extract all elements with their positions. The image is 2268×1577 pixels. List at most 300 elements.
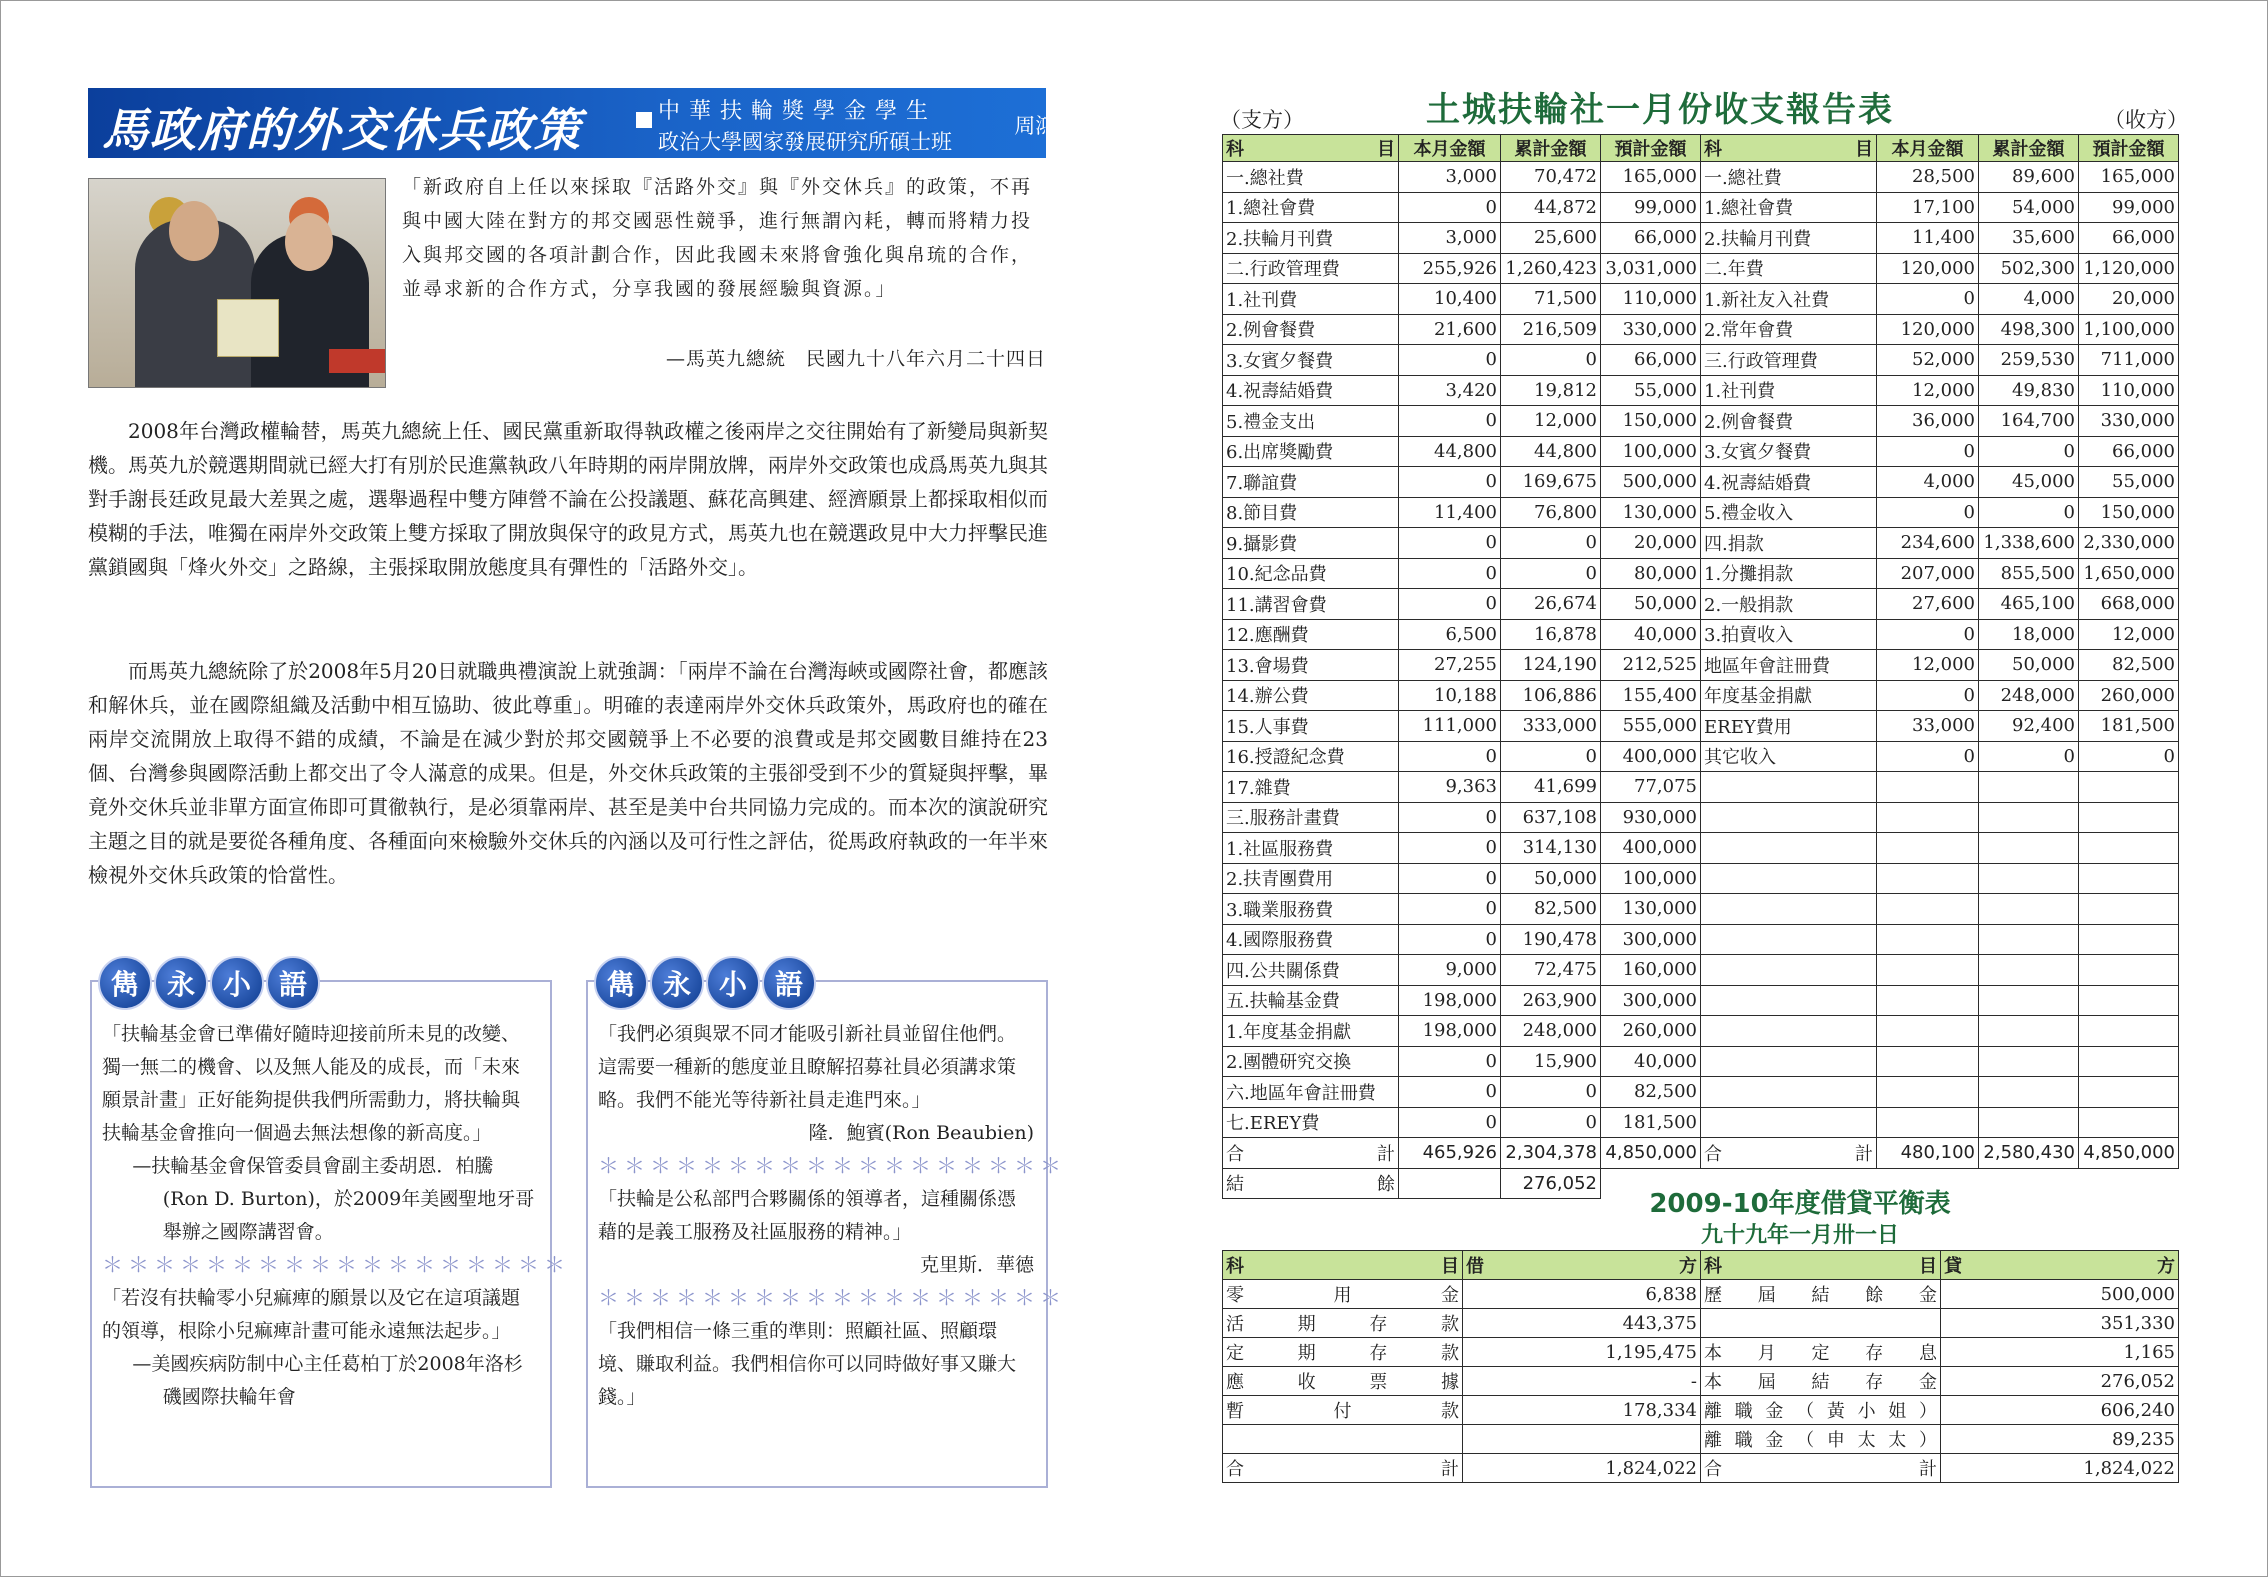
income-amount: 502,300 xyxy=(1979,253,2079,284)
income-amount: 35,600 xyxy=(1979,223,2079,254)
table-row xyxy=(1223,1425,2179,1454)
income-amount: 110,000 xyxy=(2079,375,2179,406)
credit-account: 離職金（申太太） xyxy=(1701,1425,1941,1454)
expense-amount: 263,900 xyxy=(1501,985,1601,1016)
expense-amount: 77,075 xyxy=(1601,772,1701,803)
income-amount: 4,000 xyxy=(1877,467,1979,498)
credit-account: 本月定存息 xyxy=(1701,1338,1941,1367)
balance-value: 276,052 xyxy=(1501,1168,1601,1199)
expense-item: 2.扶青團費用 xyxy=(1223,863,1399,894)
empty-cell xyxy=(1877,833,1979,864)
income-amount: 234,600 xyxy=(1877,528,1979,559)
expense-item: 一.總社費 xyxy=(1223,162,1399,193)
expense-item: 10.紀念品費 xyxy=(1223,558,1399,589)
expense-amount: 82,500 xyxy=(1501,894,1601,925)
empty-cell xyxy=(1877,1107,1979,1138)
empty-cell xyxy=(1979,802,2079,833)
income-item: 4.祝壽結婚費 xyxy=(1701,467,1877,498)
income-amount: 12,000 xyxy=(1877,375,1979,406)
star-divider: ＊＊＊＊＊＊＊＊＊＊＊＊＊＊＊＊＊＊ xyxy=(598,1286,1066,1310)
income-amount: 66,000 xyxy=(2079,436,2179,467)
expense-item: 13.會場費 xyxy=(1223,650,1399,681)
debit-amount xyxy=(1463,1425,1701,1454)
expense-amount: 0 xyxy=(1399,558,1501,589)
total-label: 合 計 xyxy=(1223,1454,1463,1483)
expense-amount: 165,000 xyxy=(1601,162,1701,193)
expense-amount: 637,108 xyxy=(1501,802,1601,833)
empty-cell xyxy=(1979,1107,2079,1138)
expense-amount: 40,000 xyxy=(1601,1046,1701,1077)
empty-cell xyxy=(1877,894,1979,925)
table-row xyxy=(1223,833,2179,864)
article-photo xyxy=(88,178,386,388)
expense-amount: 55,000 xyxy=(1601,375,1701,406)
table-row xyxy=(1223,253,2179,284)
empty-cell xyxy=(1877,985,1979,1016)
debit-total: 1,824,022 xyxy=(1463,1454,1701,1483)
expense-amount: 0 xyxy=(1399,406,1501,437)
empty-cell xyxy=(2079,924,2179,955)
empty-cell xyxy=(2079,1077,2179,1108)
total-label: 合 計 xyxy=(1701,1138,1877,1169)
income-item: 二.年費 xyxy=(1701,253,1877,284)
income-amount: 181,500 xyxy=(2079,711,2179,742)
table-row xyxy=(1223,1107,2179,1138)
credit-total: 1,824,022 xyxy=(1941,1454,2179,1483)
table-row xyxy=(1223,284,2179,315)
empty-cell xyxy=(1877,863,1979,894)
table-header-row: 科 目 借 方 科 目 貸 方 xyxy=(1223,1251,2179,1280)
table-row xyxy=(1223,345,2179,376)
empty-cell xyxy=(2079,863,2179,894)
expense-amount: 0 xyxy=(1399,1107,1501,1138)
expense-amount: 100,000 xyxy=(1601,436,1701,467)
credit-account: 歷屆結餘金 xyxy=(1701,1280,1941,1309)
income-item: 1.社刊費 xyxy=(1701,375,1877,406)
empty-cell xyxy=(1979,1046,2079,1077)
expense-item: 7.聯誼費 xyxy=(1223,467,1399,498)
income-amount: 1,120,000 xyxy=(2079,253,2179,284)
box2-quote-3: 「我們相信一條三重的準則：照顧社區、照顧環境、賺取利益。我們相信你可以同時做好事又賺大錢。」 xyxy=(598,1320,1017,1408)
article-title: 馬政府的外交休兵政策 xyxy=(102,103,582,157)
table-row xyxy=(1223,985,2179,1016)
expense-amount: 76,800 xyxy=(1501,497,1601,528)
income-amount: 12,000 xyxy=(2079,619,2179,650)
empty-cell xyxy=(1979,985,2079,1016)
empty-cell xyxy=(1979,863,2079,894)
table-row xyxy=(1223,497,2179,528)
empty-cell xyxy=(2079,1016,2179,1047)
expense-side-label: （支方） xyxy=(1220,108,1304,132)
debit-account: 暫付款 xyxy=(1223,1396,1463,1425)
credit-account: 本屆結存金 xyxy=(1701,1367,1941,1396)
table-row xyxy=(1223,162,2179,193)
income-amount: 36,000 xyxy=(1877,406,1979,437)
income-item: 四.捐款 xyxy=(1701,528,1877,559)
table-row xyxy=(1223,223,2179,254)
income-amount: 465,100 xyxy=(1979,589,2079,620)
expense-item: 6.出席獎勵費 xyxy=(1223,436,1399,467)
expense-amount: 11,400 xyxy=(1399,497,1501,528)
income-item: 1.新社友入社費 xyxy=(1701,284,1877,315)
expense-amount: 0 xyxy=(1399,741,1501,772)
box2-attribution-1: 隆．鮑賓(Ron Beaubien) xyxy=(808,1122,1034,1144)
author-name: 周鴻昌 同學 xyxy=(1014,114,1126,138)
table-header-row: 科 目 本月金額 累計金額 預計金額 科 目 本月金額 累計金額 預計金額 xyxy=(1223,135,2179,162)
income-amount: 0 xyxy=(1877,436,1979,467)
expense-amount: 26,674 xyxy=(1501,589,1601,620)
expense-amount: 333,000 xyxy=(1501,711,1601,742)
expense-amount: 930,000 xyxy=(1601,802,1701,833)
expense-amount: 99,000 xyxy=(1601,192,1701,223)
income-amount: 52,000 xyxy=(1877,345,1979,376)
empty-cell xyxy=(1877,1077,1979,1108)
expense-amount: 41,699 xyxy=(1501,772,1601,803)
expense-item: 1.社刊費 xyxy=(1223,284,1399,315)
income-amount: 45,000 xyxy=(1979,467,2079,498)
total-label: 合 計 xyxy=(1701,1454,1941,1483)
empty-cell xyxy=(1701,1046,1877,1077)
income-amount: 20,000 xyxy=(2079,284,2179,315)
expense-amount: 314,130 xyxy=(1501,833,1601,864)
empty-cell xyxy=(1701,894,1877,925)
expense-amount: 1,260,423 xyxy=(1501,253,1601,284)
expense-amount: 0 xyxy=(1501,528,1601,559)
expense-amount: 555,000 xyxy=(1601,711,1701,742)
box1-quote-1: 「扶輪基金會已準備好隨時迎接前所未見的改變、獨一無二的機會、以及無人能及的成長，而「未來願景計畫」正好能夠提供我們所需動力，將扶輪與扶輪基金會推向一個過去無法想像的新高度。」 xyxy=(102,1023,521,1144)
expense-item: 三.服務計畫費 xyxy=(1223,802,1399,833)
table-row xyxy=(1223,314,2179,345)
income-item: 2.常年會費 xyxy=(1701,314,1877,345)
expense-amount: 3,000 xyxy=(1399,162,1501,193)
empty-cell xyxy=(2079,985,2179,1016)
box1-attribution-2: —美國疾病防制中心主任葛柏丁於2008年洛杉磯國際扶輪年會 xyxy=(132,1353,523,1408)
income-expense-table xyxy=(1222,134,2179,1199)
expense-amount: 400,000 xyxy=(1601,741,1701,772)
income-amount: 259,530 xyxy=(1979,345,2079,376)
expense-amount: 44,800 xyxy=(1501,436,1601,467)
expense-amount: 198,000 xyxy=(1399,985,1501,1016)
table-row xyxy=(1223,1309,2179,1338)
table-row xyxy=(1223,1280,2179,1309)
income-total: 4,850,000 xyxy=(2079,1138,2179,1169)
expense-amount: 20,000 xyxy=(1601,528,1701,559)
empty-cell xyxy=(1979,894,2079,925)
income-amount: 0 xyxy=(1979,436,2079,467)
income-amount: 1,338,600 xyxy=(1979,528,2079,559)
debit-amount: 443,375 xyxy=(1463,1309,1701,1338)
expense-amount: 198,000 xyxy=(1399,1016,1501,1047)
balance-sheet-table xyxy=(1222,1250,2179,1483)
income-item: 年度基金捐獻 xyxy=(1701,680,1877,711)
expense-amount: 25,600 xyxy=(1501,223,1601,254)
empty-cell xyxy=(1701,924,1877,955)
box2-quote-1: 「我們必須與眾不同才能吸引新社員並留住他們。這需要一種新的態度並且瞭解招募社員必須講求策略。我們不能光等待新社員走進門來。」 xyxy=(598,1023,1017,1111)
expense-amount: 40,000 xyxy=(1601,619,1701,650)
expense-amount: 15,900 xyxy=(1501,1046,1601,1077)
income-amount: 0 xyxy=(1877,619,1979,650)
expense-amount: 300,000 xyxy=(1601,924,1701,955)
expense-amount: 19,812 xyxy=(1501,375,1601,406)
expense-amount: 100,000 xyxy=(1601,863,1701,894)
income-amount: 0 xyxy=(1877,284,1979,315)
income-amount: 0 xyxy=(1877,680,1979,711)
table-row xyxy=(1223,558,2179,589)
debit-account: 應收票據 xyxy=(1223,1367,1463,1396)
income-amount: 330,000 xyxy=(2079,406,2179,437)
income-item: 2.例會餐費 xyxy=(1701,406,1877,437)
income-item: 5.禮金收入 xyxy=(1701,497,1877,528)
balance-sheet-date: 九十九年一月卅一日 xyxy=(1700,1223,1900,1248)
total-label: 合 計 xyxy=(1223,1138,1399,1169)
president-quote: 「新政府自上任以來採取『活路外交』與『外交休兵』的政策，不再與中國大陸在對方的邦交國惡性競爭，進行無謂內耗，轉而將精力投入與邦交國的各項計劃合作，因此我國未來將會強化與帛琉的合作，並尋求新的合作方式，分享我國的發展經驗與資源。」 xyxy=(402,176,1033,300)
income-amount: 54,000 xyxy=(1979,192,2079,223)
empty-cell xyxy=(1701,1077,1877,1108)
income-item: 一.總社費 xyxy=(1701,162,1877,193)
expense-amount: 0 xyxy=(1501,1077,1601,1108)
star-divider: ＊＊＊＊＊＊＊＊＊＊＊＊＊＊＊＊＊＊ xyxy=(598,1154,1066,1178)
article-title-bar xyxy=(88,88,1126,158)
expense-amount: 66,000 xyxy=(1601,345,1701,376)
credit-account: 離職金（黃小姐） xyxy=(1701,1396,1941,1425)
credit-account xyxy=(1701,1309,1941,1338)
empty-cell xyxy=(2079,1107,2179,1138)
expense-item: 2.團體研究交換 xyxy=(1223,1046,1399,1077)
star-divider: ＊＊＊＊＊＊＊＊＊＊＊＊＊＊＊＊＊＊ xyxy=(102,1253,570,1277)
expense-amount: 169,675 xyxy=(1501,467,1601,498)
table-row xyxy=(1223,192,2179,223)
credit-amount: 1,165 xyxy=(1941,1338,2179,1367)
expense-item: 16.授證紀念費 xyxy=(1223,741,1399,772)
table-row xyxy=(1223,863,2179,894)
expense-amount: 50,000 xyxy=(1601,589,1701,620)
table-row xyxy=(1223,375,2179,406)
table-row xyxy=(1223,741,2179,772)
expense-item: 3.女賓夕餐費 xyxy=(1223,345,1399,376)
income-amount: 711,000 xyxy=(2079,345,2179,376)
expense-amount: 0 xyxy=(1399,467,1501,498)
income-amount: 12,000 xyxy=(1877,650,1979,681)
income-item: 1.分攤捐款 xyxy=(1701,558,1877,589)
income-amount: 27,600 xyxy=(1877,589,1979,620)
article-paragraph-2: 而馬英九總統除了於2008年5月20日就職典禮演說上就強調：「兩岸不論在台灣海峽或國際社會，都應該和解休兵，並在國際組織及活動中相互協助、彼此尊重」。明確的表達兩岸外交休兵政策外，馬政府也的確在兩岸交流開放上取得不錯的成績，不論是在減少對於邦交國競爭上不必要的浪費或是邦交國數目維持在23個、台灣參與國際活動上都交出了令人滿意的成果。但是，外交休兵政策的主張卻受到不少的質疑與抨擊，畢竟外交休兵並非單方面宣佈即可貫徹執行，是必須靠兩岸、甚至是美中台共同協力完成的。而本次的演說研究主題之目的就是要從各種角度、各種面向來檢驗外交休兵的內涵以及可行性之評估，從馬政府執政的一年半來檢視外交休兵政策的恰當性。 xyxy=(88,659,1048,887)
expense-amount: 10,188 xyxy=(1399,680,1501,711)
expense-total: 465,926 xyxy=(1399,1138,1501,1169)
table-row xyxy=(1223,650,2179,681)
expense-amount: 0 xyxy=(1399,589,1501,620)
total-row xyxy=(1223,1454,2179,1483)
table-row xyxy=(1223,894,2179,925)
box2-quote-2: 「扶輪是公私部門合夥關係的領導者，這種關係憑藉的是義工服務及社區服務的精神。」 xyxy=(598,1188,1017,1243)
expense-amount: 44,872 xyxy=(1501,192,1601,223)
expense-item: 1.年度基金捐獻 xyxy=(1223,1016,1399,1047)
income-amount: 28,500 xyxy=(1877,162,1979,193)
income-amount: 1,650,000 xyxy=(2079,558,2179,589)
expense-item: 3.職業服務費 xyxy=(1223,894,1399,925)
expense-item: 17.雜費 xyxy=(1223,772,1399,803)
income-amount: 150,000 xyxy=(2079,497,2179,528)
income-amount: 55,000 xyxy=(2079,467,2179,498)
income-amount: 164,700 xyxy=(1979,406,2079,437)
expense-item: 二.行政管理費 xyxy=(1223,253,1399,284)
expense-item: 8.節目費 xyxy=(1223,497,1399,528)
empty-cell xyxy=(1877,1046,1979,1077)
empty-cell xyxy=(1979,955,2079,986)
table-row xyxy=(1223,924,2179,955)
expense-amount: 255,926 xyxy=(1399,253,1501,284)
empty-cell xyxy=(2079,955,2179,986)
debit-amount: 6,838 xyxy=(1463,1280,1701,1309)
box2-attribution-2: 克里斯．華德 xyxy=(919,1254,1034,1276)
balance-label: 結 餘 xyxy=(1223,1168,1399,1199)
empty-cell xyxy=(1701,772,1877,803)
expense-amount: 0 xyxy=(1399,833,1501,864)
expense-amount: 106,886 xyxy=(1501,680,1601,711)
debit-account: 定期存款 xyxy=(1223,1338,1463,1367)
empty-cell xyxy=(1877,802,1979,833)
income-amount: 33,000 xyxy=(1877,711,1979,742)
income-amount: 260,000 xyxy=(2079,680,2179,711)
expense-total: 4,850,000 xyxy=(1601,1138,1701,1169)
expense-item: 1.總社會費 xyxy=(1223,192,1399,223)
table-row xyxy=(1223,467,2179,498)
empty-cell xyxy=(1979,772,2079,803)
income-amount: 0 xyxy=(1979,497,2079,528)
income-amount: 17,100 xyxy=(1877,192,1979,223)
debit-amount: 178,334 xyxy=(1463,1396,1701,1425)
income-amount: 11,400 xyxy=(1877,223,1979,254)
quote-box-1 xyxy=(90,968,570,1488)
expense-amount: 212,525 xyxy=(1601,650,1701,681)
empty-cell xyxy=(2079,802,2179,833)
expense-amount: 50,000 xyxy=(1501,863,1601,894)
table-row xyxy=(1223,589,2179,620)
expense-amount: 3,420 xyxy=(1399,375,1501,406)
income-item: 3.拍賣收入 xyxy=(1701,619,1877,650)
article-paragraph-1: 2008年台灣政權輪替，馬英九總統上任、國民黨重新取得執政權之後兩岸之交往開始有了新變局與新契機。馬英九於競選期間就已經大打有別於民進黨執政八年時期的兩岸開放牌，兩岸外交政策也成爲馬英九與其對手謝長廷政見最大差異之處，選舉過程中雙方陣營不論在公投議題、蘇花高興建、經濟願景上都採取相似而模糊的手法，唯獨在兩岸外交政策上雙方採取了開放與保守的政見方式，馬英九也在競選政見中大力抨擊民進黨鎖國與「烽火外交」之路線，主張採取開放態度具有彈性的「活路外交」。 xyxy=(88,419,1048,579)
expense-amount: 0 xyxy=(1399,863,1501,894)
empty-cell xyxy=(1701,985,1877,1016)
total-row xyxy=(1223,1138,2179,1169)
expense-amount: 130,000 xyxy=(1601,894,1701,925)
debit-amount: 1,195,475 xyxy=(1463,1338,1701,1367)
empty-cell xyxy=(2079,1046,2179,1077)
expense-amount: 66,000 xyxy=(1601,223,1701,254)
expense-amount: 0 xyxy=(1501,558,1601,589)
income-item: 1.總社會費 xyxy=(1701,192,1877,223)
table-row xyxy=(1223,619,2179,650)
expense-amount: 500,000 xyxy=(1601,467,1701,498)
income-amount: 0 xyxy=(1979,741,2079,772)
empty-cell xyxy=(1701,833,1877,864)
expense-amount: 0 xyxy=(1399,192,1501,223)
expense-total: 2,304,378 xyxy=(1501,1138,1601,1169)
income-amount: 18,000 xyxy=(1979,619,2079,650)
income-item: 三.行政管理費 xyxy=(1701,345,1877,376)
income-amount: 49,830 xyxy=(1979,375,2079,406)
empty-cell xyxy=(1701,802,1877,833)
expense-amount: 72,475 xyxy=(1501,955,1601,986)
income-amount: 248,000 xyxy=(1979,680,2079,711)
empty-cell xyxy=(1701,863,1877,894)
income-amount: 0 xyxy=(1877,741,1979,772)
expense-amount: 0 xyxy=(1399,802,1501,833)
expense-amount: 80,000 xyxy=(1601,558,1701,589)
expense-amount: 248,000 xyxy=(1501,1016,1601,1047)
report-title: 土城扶輪社一月份收支報告表 xyxy=(1426,90,1894,130)
expense-amount: 0 xyxy=(1399,1046,1501,1077)
expense-amount: 181,500 xyxy=(1601,1107,1701,1138)
expense-item: 14.辦公費 xyxy=(1223,680,1399,711)
table-row xyxy=(1223,528,2179,559)
expense-amount: 111,000 xyxy=(1399,711,1501,742)
quote-source: —馬英九總統 民國九十八年六月二十四日 xyxy=(665,348,1046,370)
box1-attribution-1: —扶輪基金會保管委員會副主委胡恩．柏騰(Ron D. Burton)，於2009年美國聖地牙哥舉辦之國際講習會。 xyxy=(132,1155,535,1243)
table-row xyxy=(1223,1046,2179,1077)
expense-amount: 300,000 xyxy=(1601,985,1701,1016)
income-amount: 92,400 xyxy=(1979,711,2079,742)
expense-amount: 3,031,000 xyxy=(1601,253,1701,284)
empty-cell xyxy=(1877,924,1979,955)
income-total: 480,100 xyxy=(1877,1138,1979,1169)
expense-amount: 150,000 xyxy=(1601,406,1701,437)
table-row xyxy=(1223,1077,2179,1108)
credit-amount: 351,330 xyxy=(1941,1309,2179,1338)
expense-item: 2.扶輪月刊費 xyxy=(1223,223,1399,254)
expense-amount: 130,000 xyxy=(1601,497,1701,528)
quote-box-2 xyxy=(586,968,1066,1488)
expense-item: 9.攝影費 xyxy=(1223,528,1399,559)
income-amount: 0 xyxy=(1877,497,1979,528)
income-amount: 120,000 xyxy=(1877,253,1979,284)
expense-amount: 82,500 xyxy=(1601,1077,1701,1108)
title-bullet-icon xyxy=(636,112,652,128)
expense-item: 七.EREY費 xyxy=(1223,1107,1399,1138)
income-item: 2.一般捐款 xyxy=(1701,589,1877,620)
expense-amount: 155,400 xyxy=(1601,680,1701,711)
income-amount: 165,000 xyxy=(2079,162,2179,193)
debit-account: 活期存款 xyxy=(1223,1309,1463,1338)
debit-account: 零用金 xyxy=(1223,1280,1463,1309)
table-row xyxy=(1223,1396,2179,1425)
empty-cell xyxy=(1701,1107,1877,1138)
author-org: 中華扶輪獎學金學生 xyxy=(658,99,938,124)
quote-box-badge: 雋 永 小 語 xyxy=(594,956,816,1006)
table-row xyxy=(1223,1367,2179,1396)
expense-amount: 190,478 xyxy=(1501,924,1601,955)
expense-item: 11.講習會費 xyxy=(1223,589,1399,620)
expense-amount: 216,509 xyxy=(1501,314,1601,345)
empty-cell xyxy=(1701,1016,1877,1047)
expense-amount: 0 xyxy=(1501,345,1601,376)
credit-amount: 500,000 xyxy=(1941,1280,2179,1309)
expense-amount: 330,000 xyxy=(1601,314,1701,345)
income-amount: 1,100,000 xyxy=(2079,314,2179,345)
expense-item: 五.扶輪基金費 xyxy=(1223,985,1399,1016)
income-amount: 66,000 xyxy=(2079,223,2179,254)
expense-item: 四.公共關係費 xyxy=(1223,955,1399,986)
expense-amount: 44,800 xyxy=(1399,436,1501,467)
income-amount: 2,330,000 xyxy=(2079,528,2179,559)
debit-account xyxy=(1223,1425,1463,1454)
expense-amount: 16,878 xyxy=(1501,619,1601,650)
table-row xyxy=(1223,436,2179,467)
expense-amount: 0 xyxy=(1399,345,1501,376)
empty-cell xyxy=(1979,1077,2079,1108)
expense-amount: 71,500 xyxy=(1501,284,1601,315)
credit-amount: 606,240 xyxy=(1941,1396,2179,1425)
income-side-label: （收方） xyxy=(2104,108,2188,132)
